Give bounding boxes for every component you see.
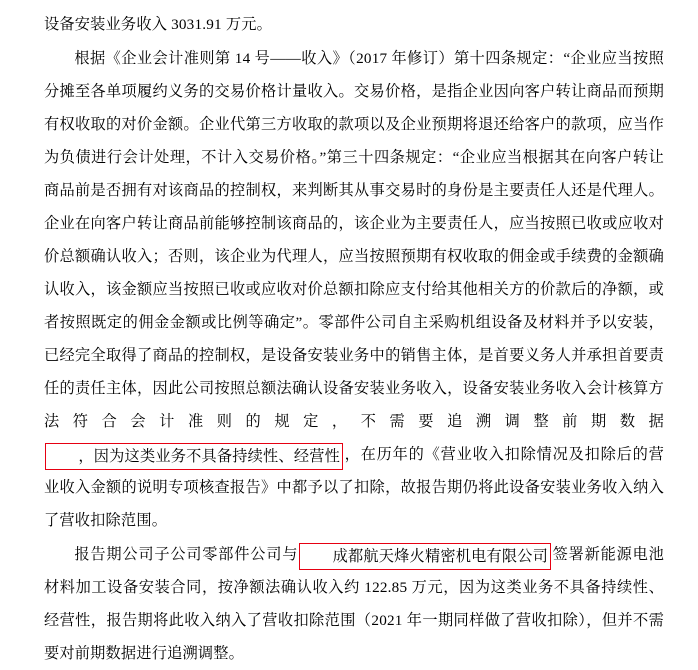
highlighted-annotation-1: ，因为这类业务不具备持续性、经营性 xyxy=(45,443,343,470)
paragraph-2-text-part-2: ，在历年的《营业收入扣除情况及扣除后的营业收入金额的说明专项核查报告》中都予以了扣除，故报告期仍将此设备安装业务收入纳入了营收扣除范围。 xyxy=(44,446,664,529)
paragraph-3 xyxy=(44,538,664,670)
highlighted-company-name: 成都航天烽火精密机电有限公司 xyxy=(299,543,551,570)
paragraph-3-text-part-2: 签署新能源电池材料加工设备安装合同，按净额法确认收入约 122.85 万元，因为这类业务不具备持续性、经营性，报告期将此收入纳入了营收扣除范围（2021 年一期同样做了营收扣除），但并不需要对前期数据进行追溯调整。 xyxy=(44,546,664,662)
paragraph-1-text: 设备安装业务收入 3031.91 万元。 xyxy=(44,16,273,33)
paragraph-3-text-part-1: 报告期公司子公司零部件公司与 xyxy=(74,546,299,563)
paragraph-2-text-part-1: 根据《企业会计准则第 14 号——收入》（2017 年修订）第十四条规定：“企业应当按照分摊至各单项履约义务的交易价格计量收入。交易价格，是指企业因向客户转让商品而预期有权收取的对价金额。企业代第三方收取的款项以及企业预期将退还给客户的款项，应当作为负债进行会计处理，不计入交易价格。”第三十四条规定：“企业应当根据其在向客户转让商品前是否拥有对该商品的控制权，来判断其从事交易时的身份是主要责任人还是代理人。企业在向客户转让商品前能够控制该商品的，该企业为主要责任人，应当按照已收或应收对价总额确认收入；否则，该企业为代理人，应当按照预期有权收取的佣金或手续费的金额确认收入，该金额应当按照已收或应收对价总额扣除应支付给其他相关方的价款后的净额，或者按照既定的佣金金额或比例等确定”。零部件公司自主采购机组设备及材料并予以安装，已经完全取得了商品的控制权，是设备安装业务中的销售主体，是首要义务人并承担首要责任的责任主体，因此公司按照总额法确认设备安装业务收入，设备安装业务收入会计核算方法符合会计准则的规定，不需要追溯调整前期数据 xyxy=(44,50,664,430)
paragraph-1 xyxy=(44,8,664,41)
paragraph-2 xyxy=(44,42,664,537)
